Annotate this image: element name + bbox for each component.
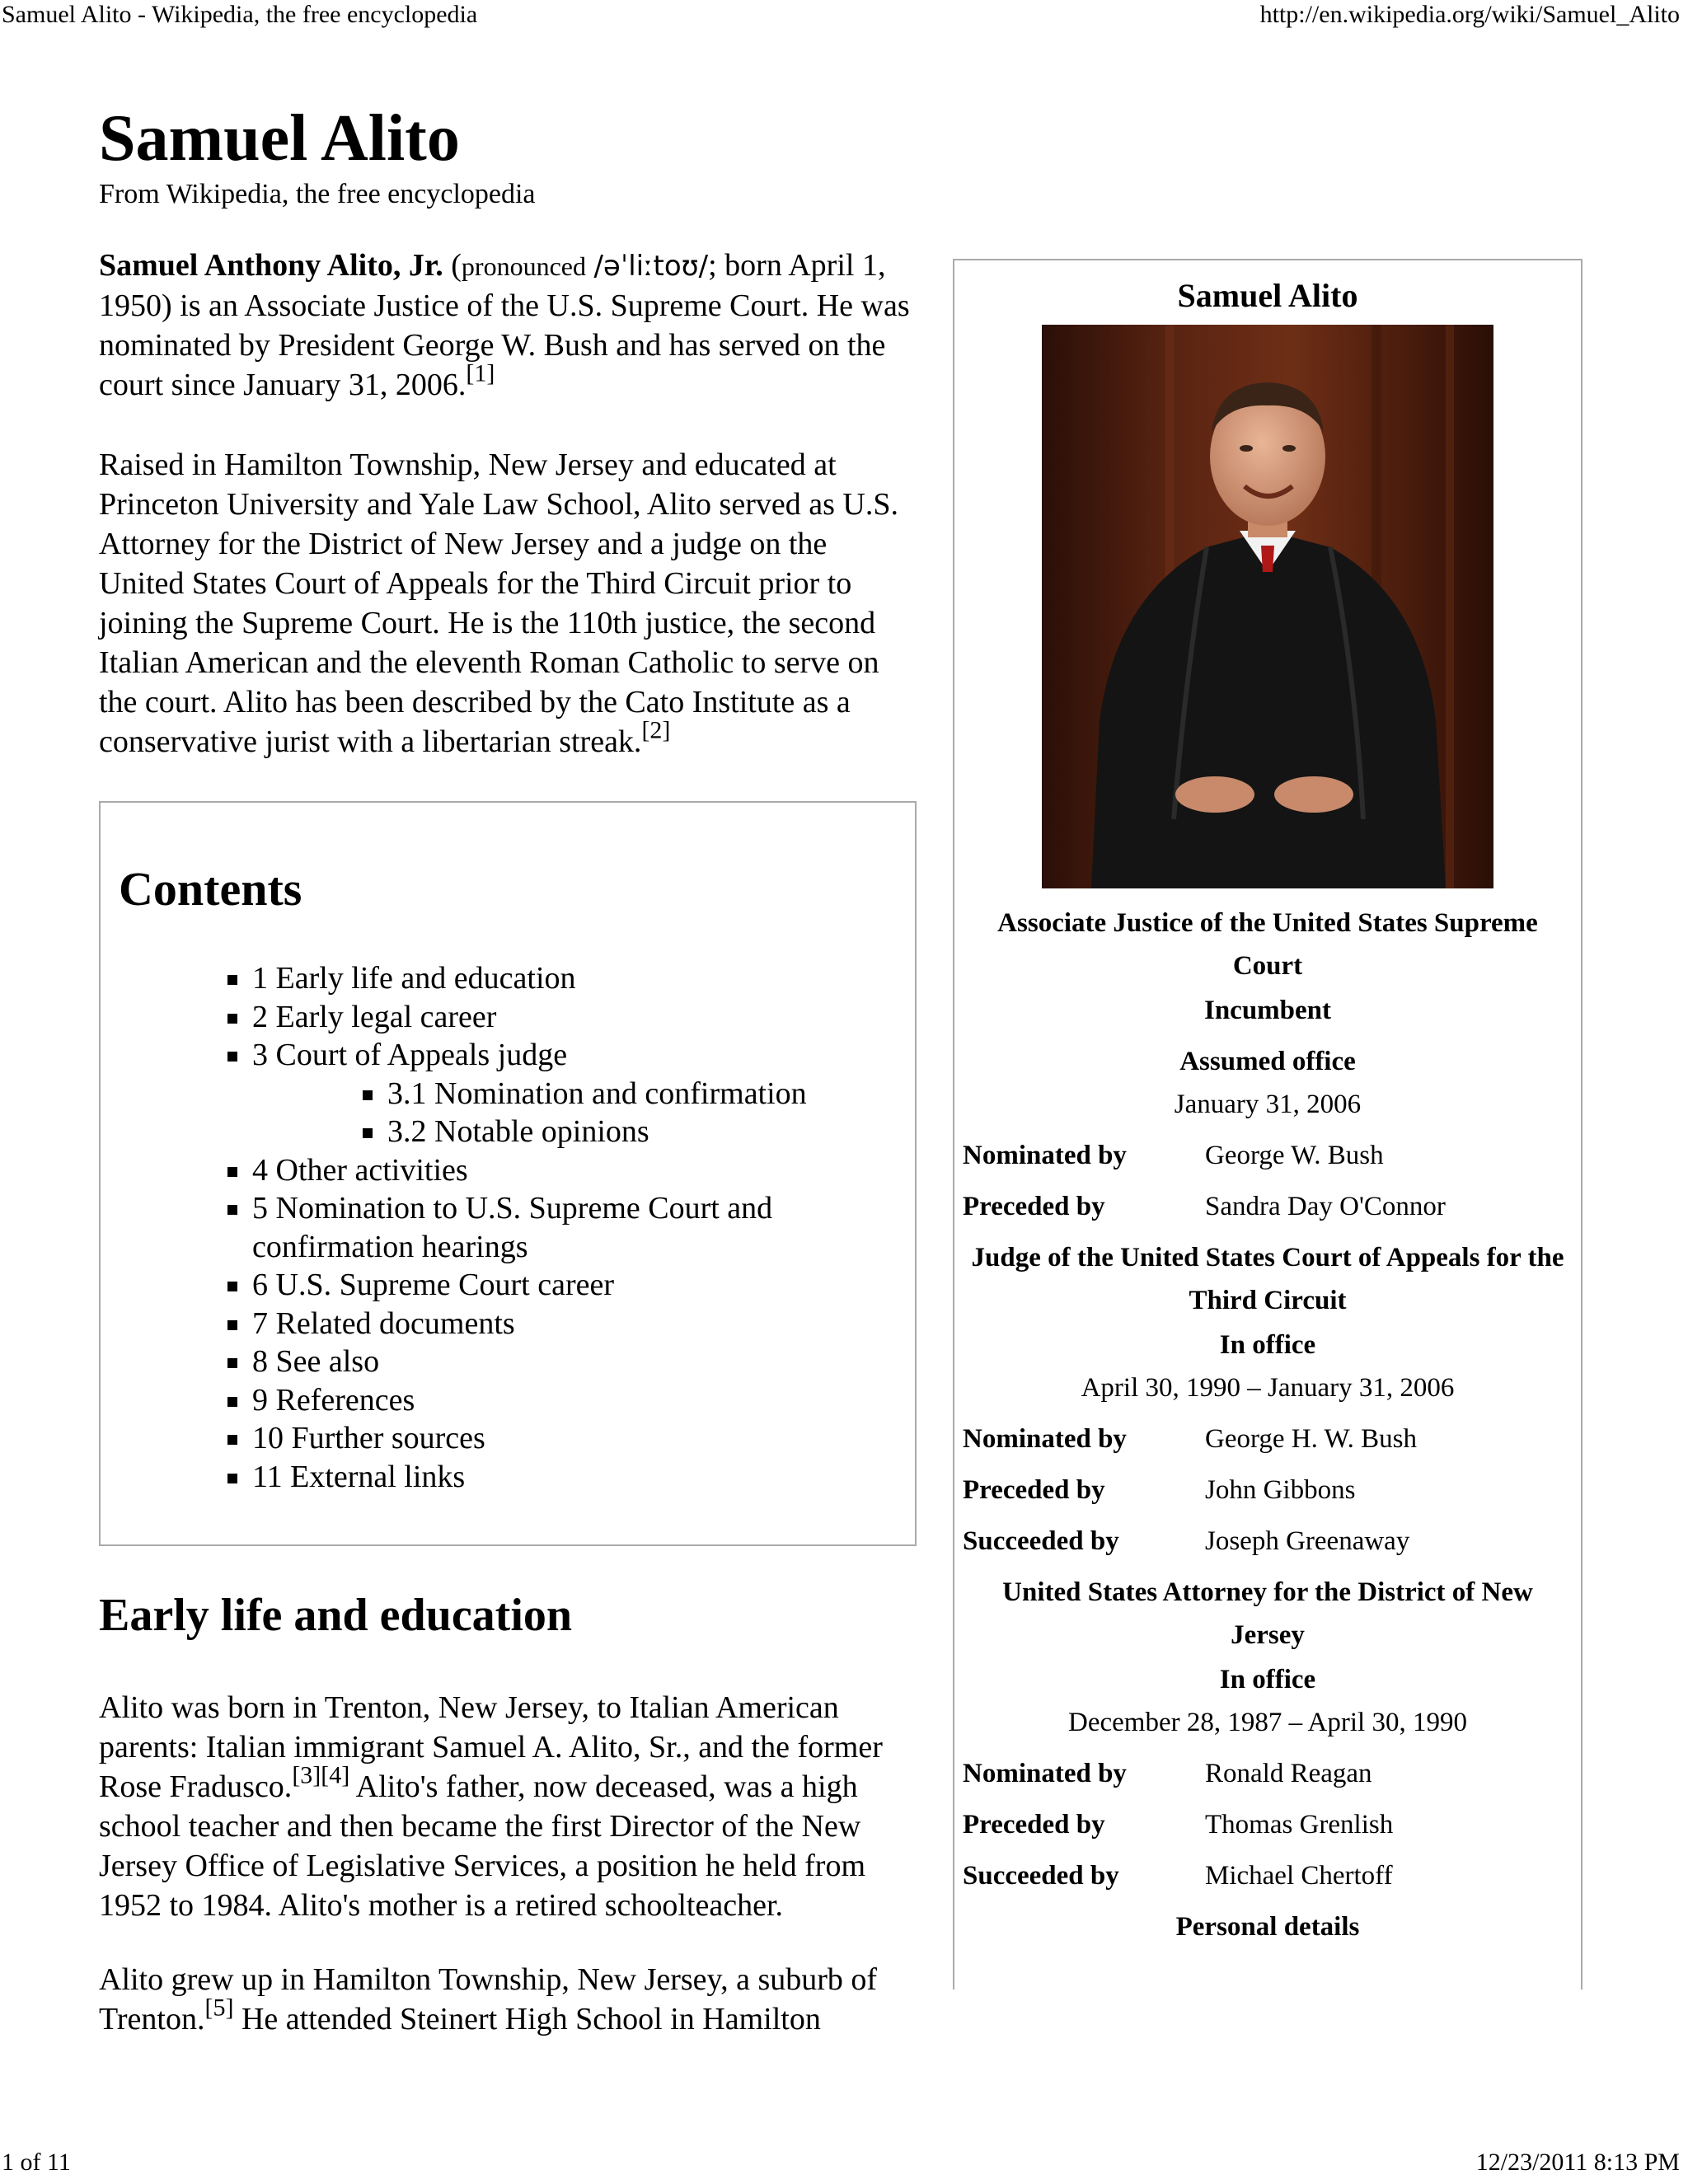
office-title-supreme-court[interactable]: Associate Justice of the United States Supreme Court: [997, 908, 1538, 981]
toc-item-label[interactable]: 9 References: [252, 1382, 415, 1418]
early-life-paragraph-2: [99, 1960, 923, 2039]
toc-subitem[interactable]: [359, 1075, 849, 1113]
nominated-by-label: Nominated by: [963, 1759, 1127, 1788]
ref-3-link[interactable]: [3]: [292, 1761, 321, 1789]
preceded-by-value[interactable]: Sandra Day O'Connor: [1205, 1192, 1446, 1221]
office-status-in-office: In office: [1219, 1330, 1316, 1360]
bullet-icon: [227, 1435, 237, 1445]
infobox-row-nominated: [963, 1418, 1573, 1460]
infobox-row-preceded: [963, 1469, 1573, 1511]
early-life-text-c: Alito grew up in Hamilton Township, New Jersey, a suburb of Trenton.: [99, 1962, 878, 2036]
early-life-text-a: Alito was born in Trenton, New Jersey, to Italian American parents: Italian immigrant Samuel A. Alito, Sr., and the former Rose Fradusco.: [99, 1690, 883, 1804]
toc-item[interactable]: [224, 1036, 821, 1075]
toc-list: [224, 959, 849, 1496]
ref-5-link[interactable]: [5]: [204, 1994, 234, 2022]
bullet-icon: [227, 1474, 237, 1483]
infobox-row-nominated: [963, 1134, 1573, 1177]
bullet-icon: [227, 1320, 237, 1330]
personal-details-heading: Personal details: [1175, 1912, 1360, 1942]
preceded-by-value[interactable]: John Gibbons: [1205, 1475, 1356, 1505]
preceded-by-label: Preceded by: [963, 1475, 1105, 1505]
intro-paragraph-2: [99, 445, 915, 762]
office-dates: December 28, 1987 – April 30, 1990: [1068, 1708, 1467, 1737]
table-of-contents: [99, 801, 917, 1546]
infobox: [953, 259, 1582, 1990]
toc-item[interactable]: [224, 1419, 821, 1458]
toc-item[interactable]: [224, 1458, 821, 1497]
toc-item[interactable]: [224, 1305, 821, 1343]
toc-item-label[interactable]: 2 Early legal career: [252, 999, 497, 1034]
infobox-row-preceded: [963, 1185, 1573, 1228]
bullet-icon: [227, 1358, 237, 1368]
assumed-office-date[interactable]: January 31, 2006: [1174, 1090, 1362, 1119]
pronounced-label: pronounced: [461, 251, 586, 281]
site-subtitle: From Wikipedia, the free encyclopedia: [99, 179, 536, 209]
early-life-text-b: Alito's father, now deceased, was a high school teacher and then became the first Director of the New Jersey Office of Legislative Services, a position he held from 1952 to 1984. Alito's mother is a retired schoolteacher.: [99, 1769, 866, 1923]
toc-item[interactable]: [224, 1381, 821, 1420]
office-title-us-attorney[interactable]: United States Attorney for the District of New Jersey: [1002, 1577, 1533, 1650]
toc-item-label[interactable]: 5 Nomination to U.S. Supreme Court and confirmation hearings: [252, 1191, 773, 1264]
bullet-icon: [227, 1397, 237, 1407]
early-life-paragraph-1: [99, 1688, 923, 1925]
toc-item-label[interactable]: 3.2 Notable opinions: [387, 1114, 649, 1149]
toc-subitem[interactable]: [359, 1113, 849, 1151]
office-title-third-circuit[interactable]: Judge of the United States Court of Appeals for the Third Circuit: [971, 1243, 1564, 1315]
toc-item[interactable]: [224, 998, 821, 1037]
nominated-by-value[interactable]: Ronald Reagan: [1205, 1759, 1372, 1788]
intro-text-2: Raised in Hamilton Township, New Jersey and educated at Princeton University and Yale Law School, Alito served as U.S. Attorney for the District of New Jersey and a judge on the United States Court of Appeals for the Third Circuit prior to joining the Supreme Court. He is the 110th justice, the second Italian American and the eleventh Roman Catholic to serve on the court. Alito has been described by the Cato Institute as a conservative jurist with a libertarian streak.: [99, 448, 898, 759]
toc-item[interactable]: [224, 1189, 821, 1266]
nominated-by-value[interactable]: George H. W. Bush: [1205, 1424, 1417, 1454]
toc-item[interactable]: [224, 959, 821, 998]
lead-text: ; born April 1, 1950) is an Associate Justice of the U.S. Supreme Court. He was nominated by President George W. Bush and has served on the court since January 31, 2006.: [99, 248, 910, 402]
toc-item-label[interactable]: 4 Other activities: [252, 1152, 468, 1188]
toc-item-label[interactable]: 8 See also: [252, 1344, 380, 1379]
print-url: http://en.wikipedia.org/wiki/Samuel_Alito: [1259, 1, 1680, 28]
ipa-pronunciation[interactable]: /əˈliːtoʊ/: [593, 250, 709, 283]
portrait-image[interactable]: [1042, 325, 1493, 888]
toc-title: Contents: [119, 862, 302, 916]
nominated-by-label: Nominated by: [963, 1141, 1127, 1170]
office-dates: April 30, 1990 – January 31, 2006: [1081, 1373, 1455, 1403]
lead-paren: (: [451, 248, 462, 283]
bullet-icon: [227, 1014, 237, 1024]
office-status-incumbent: Incumbent: [1203, 996, 1332, 1025]
succeeded-by-label: Succeeded by: [963, 1861, 1119, 1891]
early-life-text-d: He attended Steinert High School in Hamilton: [233, 2002, 821, 2036]
nominated-by-label: Nominated by: [963, 1424, 1127, 1454]
bullet-icon: [363, 1128, 373, 1138]
ref-4-link[interactable]: [4]: [321, 1761, 350, 1789]
infobox-row-preceded: [963, 1803, 1573, 1846]
toc-item-label[interactable]: 1 Early life and education: [252, 961, 576, 996]
toc-item-label[interactable]: 3.1 Nomination and confirmation: [387, 1076, 807, 1111]
section-heading-early-life: Early life and education: [99, 1590, 573, 1641]
bullet-icon: [227, 975, 237, 985]
infobox-row-nominated: [963, 1752, 1573, 1795]
toc-item[interactable]: [224, 1266, 821, 1305]
succeeded-by-value[interactable]: Joseph Greenaway: [1205, 1526, 1410, 1556]
toc-item-label[interactable]: 3 Court of Appeals judge: [252, 1038, 568, 1072]
toc-item-label[interactable]: 10 Further sources: [252, 1421, 485, 1455]
page-title: Samuel Alito: [99, 102, 460, 175]
assumed-office-label: Assumed office: [1179, 1047, 1356, 1076]
bullet-icon: [227, 1282, 237, 1291]
preceded-by-label: Preceded by: [963, 1192, 1105, 1221]
succeeded-by-value[interactable]: Michael Chertoff: [1205, 1861, 1393, 1891]
preceded-by-label: Preceded by: [963, 1810, 1105, 1840]
print-page-number: 1 of 11: [2, 2149, 71, 2176]
infobox-row-succeeded: [963, 1520, 1573, 1563]
office-status-in-office: In office: [1219, 1665, 1316, 1694]
print-page-title: Samuel Alito - Wikipedia, the free encyclopedia: [2, 1, 478, 28]
toc-item-label[interactable]: 7 Related documents: [252, 1305, 515, 1341]
infobox-name: Samuel Alito: [1177, 277, 1358, 314]
toc-item[interactable]: [224, 1343, 821, 1381]
infobox-row-succeeded: [963, 1854, 1573, 1897]
succeeded-by-label: Succeeded by: [963, 1526, 1119, 1556]
lead-paragraph: [99, 246, 915, 405]
toc-item-label[interactable]: 11 External links: [252, 1459, 466, 1494]
lead-bold-name: Samuel Anthony Alito, Jr.: [99, 248, 443, 283]
bullet-icon: [227, 1205, 237, 1215]
ref-2-link[interactable]: [2]: [641, 716, 671, 744]
toc-item[interactable]: [224, 1151, 821, 1190]
ref-1-link[interactable]: [1]: [466, 359, 495, 387]
nominated-by-value[interactable]: George W. Bush: [1205, 1141, 1384, 1170]
preceded-by-value[interactable]: Thomas Grenlish: [1205, 1810, 1394, 1840]
bullet-icon: [227, 1167, 237, 1177]
bullet-icon: [363, 1090, 373, 1100]
bullet-icon: [227, 1052, 237, 1062]
print-datetime: 12/23/2011 8:13 PM: [1475, 2149, 1680, 2176]
toc-item-label[interactable]: 6 U.S. Supreme Court career: [252, 1268, 614, 1302]
